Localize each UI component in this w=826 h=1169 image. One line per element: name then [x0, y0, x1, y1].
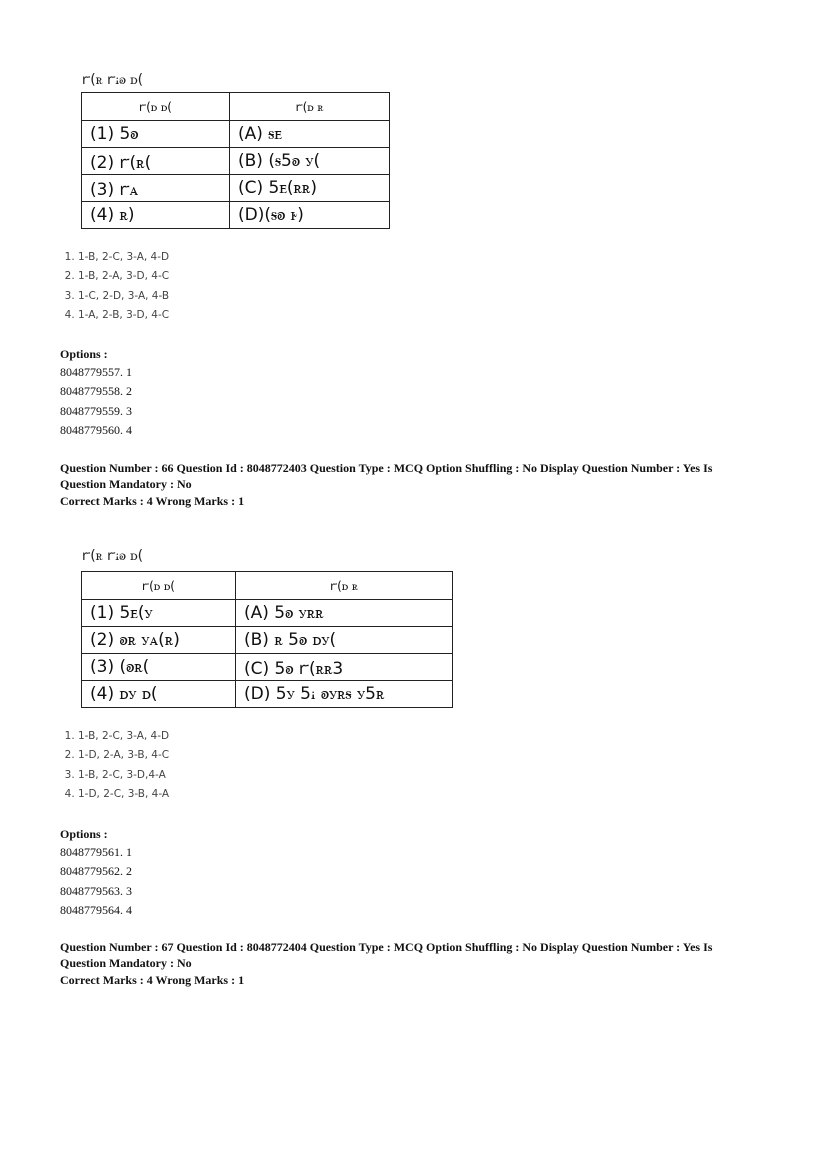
options-list [60, 825, 132, 920]
choice-item: 1. 1-B, 2-C, 3-A, 4-D [78, 248, 169, 267]
table-cell: (1) 5ꭷ [82, 121, 230, 148]
match-table [81, 571, 453, 708]
table-head-col1: ꭈ(ꭰ ꭰ( [82, 572, 236, 600]
table-cell: (B) ꭱ 5ꭷ ꭰꭹ( [236, 627, 453, 654]
choice-item: 4. 1-D, 2-C, 3-B, 4-A [78, 785, 169, 804]
option-row: 8048779564. 4 [60, 902, 132, 917]
table-head-col2: ꭈ(ꭰ ꭱ [230, 93, 390, 121]
table-cell: (D)(ꭶꭷ ꭸ) [230, 202, 390, 229]
table-cell: (C) 5ꭼ(ꭱꭱ) [230, 175, 390, 202]
table-cell: (A) ꭶꭼ [230, 121, 390, 148]
meta-line: Question Number : 66 Question Id : 8048772403 Question Type : MCQ Option Shuffling : No Display Question Number : Yes Is [60, 461, 713, 475]
table-cell: (2) ꭷꭱ ꭹꭺ(ꭱ) [82, 627, 236, 654]
table-cell: (A) 5ꭷ ꭹꭱꭱ [236, 600, 453, 627]
option-row: 8048779562. 2 [60, 864, 132, 879]
option-row: 8048779557. 1 [60, 365, 132, 379]
choice-item: 4. 1-A, 2-B, 3-D, 4-C [78, 306, 169, 325]
answer-choices [60, 248, 169, 325]
table-head-col1: ꭈ(ꭰ ꭰ( [82, 93, 230, 121]
answer-choices [60, 727, 169, 804]
meta-line: Correct Marks : 4 Wrong Marks : 1 [60, 973, 245, 987]
choice-item: 3. 1-B, 2-C, 3-D,4-A [78, 766, 169, 785]
meta-line: Question Number : 67 Question Id : 8048772404 Question Type : MCQ Option Shuffling : No Display Question Number : Yes Is [60, 940, 713, 954]
options-label: Options : [60, 827, 108, 841]
table-cell: (B) (ꭶ5ꭷ ꭹ( [230, 148, 390, 175]
table-cell: (C) 5ꭷ ꭈ(ꭱꭱ3 [236, 654, 453, 681]
meta-line: Correct Marks : 4 Wrong Marks : 1 [60, 494, 245, 508]
question-title: ꭈ(ꭱ ꭈꭵꭷ ꭰ( [82, 72, 144, 88]
options-list [60, 345, 132, 440]
table-cell: (D) 5ꭹ 5ꭵ ꭷꭹꭱꭶ ꭹ5ꭱ [236, 681, 453, 708]
table-cell: (2) ꭈ(ꭱ( [82, 148, 230, 175]
option-row: 8048779563. 3 [60, 883, 132, 898]
choice-item: 2. 1-B, 2-A, 3-D, 4-C [78, 267, 169, 286]
table-head-col2: ꭈ(ꭰ ꭱ [236, 572, 453, 600]
table-cell: (4) ꭱ) [82, 202, 230, 229]
question-meta [60, 461, 760, 510]
question-title: ꭈ(ꭱ ꭈꭵꭷ ꭰ( [82, 548, 144, 564]
choice-item: 3. 1-C, 2-D, 3-A, 4-B [78, 287, 169, 306]
choice-item: 2. 1-D, 2-A, 3-B, 4-C [78, 746, 169, 765]
meta-line: Question Mandatory : No [60, 476, 192, 491]
option-row: 8048779561. 1 [60, 845, 132, 859]
option-row: 8048779558. 2 [60, 384, 132, 399]
option-row: 8048779560. 4 [60, 422, 132, 437]
question-meta [60, 940, 760, 989]
table-cell: (1) 5ꭼ(ꭹ [82, 600, 236, 627]
option-row: 8048779559. 3 [60, 403, 132, 418]
table-cell: (3) (ꭷꭱ( [82, 654, 236, 681]
choice-item: 1. 1-B, 2-C, 3-A, 4-D [78, 727, 169, 746]
match-table [81, 92, 390, 229]
table-cell: (3) ꭈꭺ [82, 175, 230, 202]
table-cell: (4) ꭰꭹ ꭰ( [82, 681, 236, 708]
options-label: Options : [60, 347, 108, 361]
meta-line: Question Mandatory : No [60, 955, 192, 970]
